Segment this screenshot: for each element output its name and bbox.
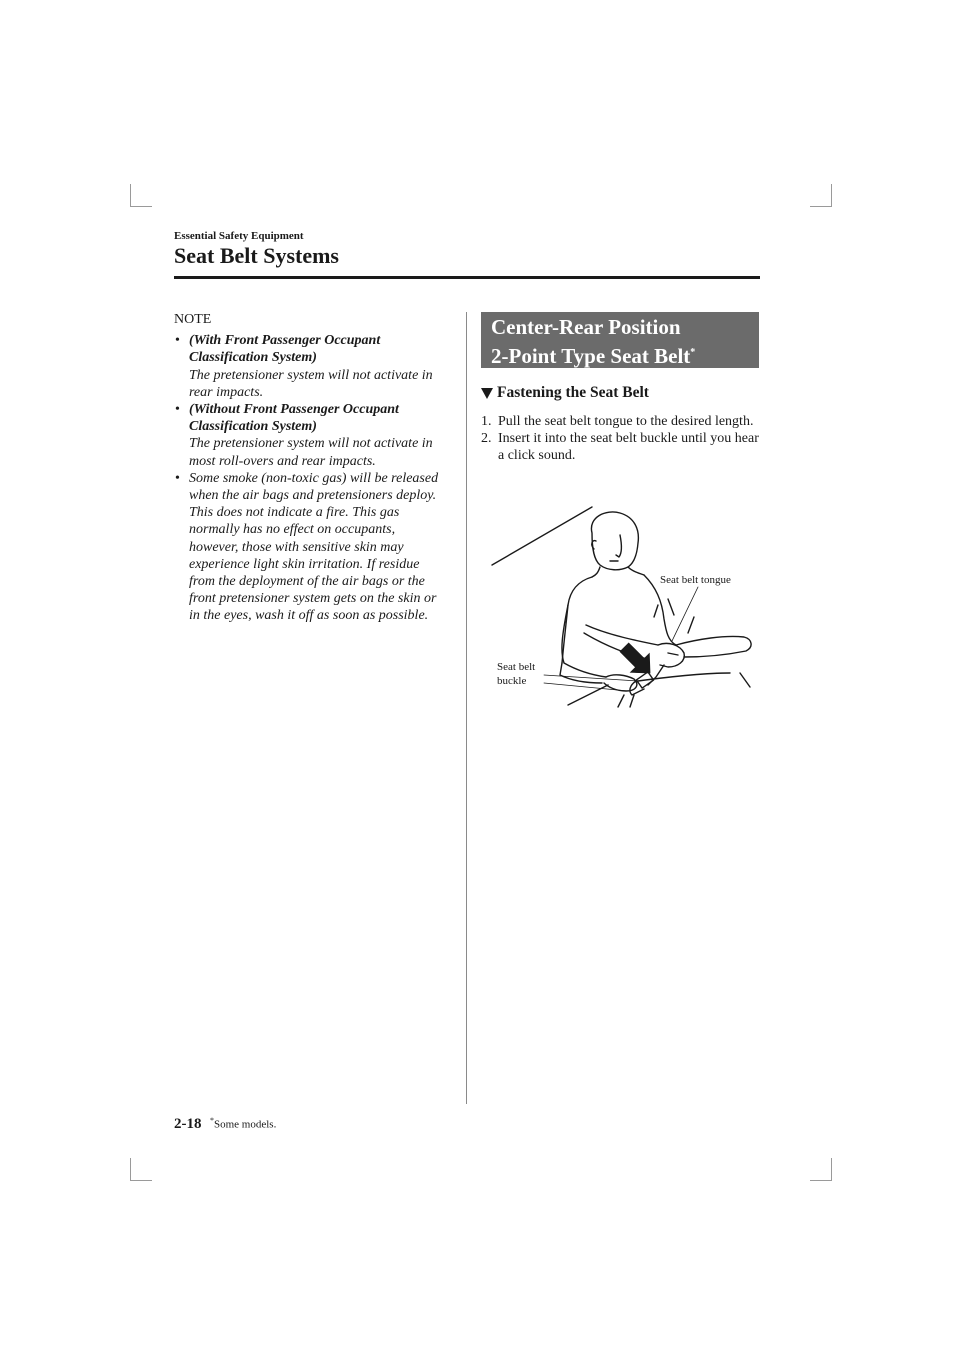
note-item — [174, 332, 444, 401]
crop-mark — [810, 1180, 832, 1181]
step-list — [481, 413, 761, 465]
crop-mark — [130, 1158, 131, 1180]
note-item — [174, 470, 444, 625]
subsection-heading-text: Fastening the Seat Belt — [497, 384, 649, 401]
subsection-heading — [481, 384, 649, 402]
step-number: 1. — [481, 414, 492, 429]
step-item — [481, 413, 761, 430]
note-item-condition: (Without Front Passenger Occupant Classification System) — [189, 402, 399, 435]
note-item-text: The pretensioner system will not activate in rear impacts. — [189, 367, 433, 400]
banner-line-1: Center-Rear Position — [491, 315, 681, 339]
crop-mark — [130, 1180, 152, 1181]
note-item-text: The pretensioner system will not activate in most roll-overs and rear impacts. — [189, 436, 433, 469]
bullet-icon: • — [175, 333, 180, 349]
crop-mark — [130, 206, 152, 207]
step-text: Insert it into the seat belt buckle until you hear a click sound. — [498, 431, 759, 464]
note-item-text: Some smoke (non-toxic gas) will be released when the air bags and pretensioners deploy. This does not indicate a fire. This gas normally has no effect on occupants, however, those with sensitive skin may experience light skin irritation. If residue from the deployment of the air bags or the front pretensioner system gets on the skin or in the eyes, wash it off as soon as possible. — [189, 470, 439, 624]
bullet-icon: • — [175, 470, 180, 486]
banner-line-2: 2-Point Type Seat Belt* — [491, 344, 696, 368]
seat-belt-illustration — [488, 505, 758, 710]
crop-mark — [130, 184, 131, 206]
crop-mark — [831, 184, 832, 206]
triangle-down-icon — [481, 388, 493, 399]
crop-mark — [810, 206, 832, 207]
column-divider — [466, 312, 467, 1104]
page-number: 2-18 — [174, 1116, 202, 1132]
callout-seat-belt-tongue: Seat belt tongue — [660, 574, 731, 586]
note-item-condition: (With Front Passenger Occupant Classification System) — [189, 333, 381, 366]
section-banner — [481, 312, 759, 368]
page-title: Seat Belt Systems — [174, 243, 339, 268]
some-models-mark: * — [690, 347, 696, 358]
note-heading: NOTE — [174, 312, 212, 327]
note-list — [174, 332, 444, 624]
bullet-icon: • — [175, 402, 180, 418]
step-text: Pull the seat belt tongue to the desired length. — [498, 414, 754, 429]
step-number: 2. — [481, 431, 492, 447]
callout-seat-belt-buckle: Seat belt buckle — [497, 661, 536, 687]
section-label: Essential Safety Equipment — [174, 230, 304, 242]
title-rule — [174, 276, 760, 279]
step-item — [481, 430, 761, 464]
crop-mark — [831, 1158, 832, 1180]
footnote: *Some models. — [210, 1116, 277, 1131]
note-item — [174, 401, 444, 470]
note-block — [174, 311, 444, 625]
